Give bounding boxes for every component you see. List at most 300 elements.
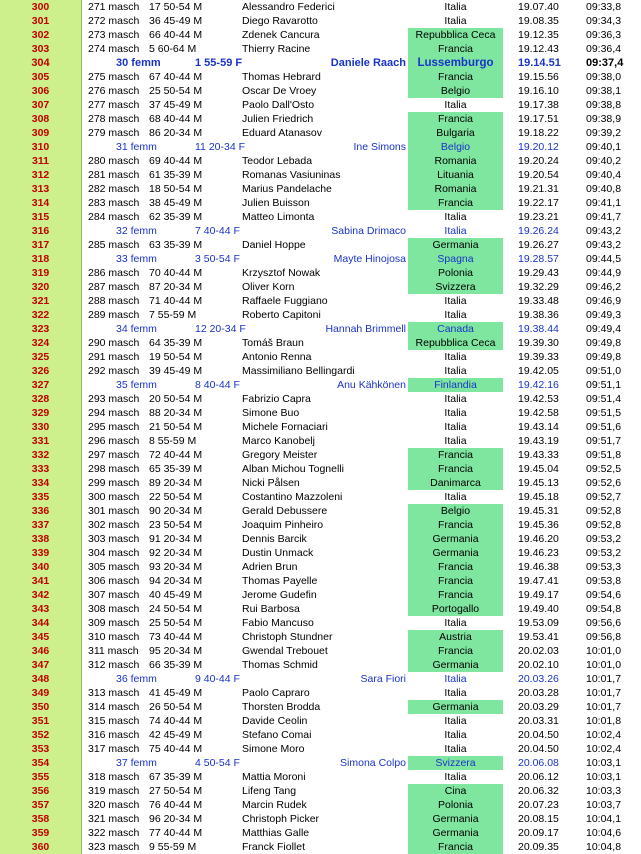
athlete-name-cell: Franck Fiollet xyxy=(242,841,306,853)
athlete-name-cell: Sabina Drimaco xyxy=(331,225,406,237)
category-cell: 22 50-54 M xyxy=(149,491,203,503)
pace-cell: 10:04,8 xyxy=(586,841,622,853)
gender-rank-cell: 293 masch xyxy=(88,393,140,405)
position-cell: 324 xyxy=(0,336,82,350)
position-cell: 321 xyxy=(0,294,82,308)
category-cell: 96 20-34 M xyxy=(149,813,203,825)
pace-cell: 09:38,0 xyxy=(586,71,622,83)
gender-rank-cell: 311 masch xyxy=(88,645,139,657)
nationality-cell: Italia xyxy=(444,673,467,685)
athlete-name-cell: Anu Kähkönen xyxy=(337,379,406,391)
result-row-female xyxy=(0,56,641,70)
result-row xyxy=(0,714,641,728)
pace-cell: 09:40,2 xyxy=(586,155,622,167)
result-row xyxy=(0,182,641,196)
result-row xyxy=(0,28,641,42)
finish-time-cell: 19.20.54 xyxy=(518,169,559,181)
category-cell: 41 45-49 M xyxy=(149,687,203,699)
gender-rank-cell: 318 masch xyxy=(88,771,140,783)
gender-rank-cell: 299 masch xyxy=(88,477,140,489)
category-cell: 11 20-34 F xyxy=(195,141,246,153)
finish-time-cell: 19.45.31 xyxy=(518,505,559,517)
finish-time-cell: 19.45.36 xyxy=(518,519,559,531)
position-cell: 327 xyxy=(0,378,82,392)
pace-cell: 09:36,4 xyxy=(586,43,622,55)
result-row xyxy=(0,266,641,280)
pace-cell: 09:52,5 xyxy=(586,463,622,475)
nationality-cell: Francia xyxy=(408,462,503,476)
category-cell: 4 50-54 F xyxy=(195,757,240,769)
athlete-name-cell: Hannah Brimmell xyxy=(325,323,406,335)
position-cell: 342 xyxy=(0,588,82,602)
finish-time-cell: 19.49.17 xyxy=(518,589,559,601)
gender-rank-cell: 288 masch xyxy=(88,295,140,307)
nationality-cell: Italia xyxy=(444,225,467,237)
pace-cell: 10:03,3 xyxy=(586,785,622,797)
result-row-female xyxy=(0,224,641,238)
gender-rank-cell: 277 masch xyxy=(88,99,140,111)
pace-cell: 09:46,2 xyxy=(586,281,622,293)
gender-rank-cell: 306 masch xyxy=(88,575,140,587)
pace-cell: 09:41,1 xyxy=(586,197,622,209)
result-row-female xyxy=(0,322,641,336)
nationality-cell: Italia xyxy=(444,393,467,405)
position-cell: 307 xyxy=(0,98,82,112)
finish-time-cell: 20.04.50 xyxy=(518,743,559,755)
gender-rank-cell: 276 masch xyxy=(88,85,140,97)
nationality-cell: Belgio xyxy=(408,140,503,154)
result-row xyxy=(0,168,641,182)
gender-rank-cell: 273 masch xyxy=(88,29,140,41)
result-row xyxy=(0,770,641,784)
nationality-cell: Italia xyxy=(444,211,467,223)
pace-cell: 09:39,2 xyxy=(586,127,622,139)
position-cell: 349 xyxy=(0,686,82,700)
finish-time-cell: 20.03.28 xyxy=(518,687,559,699)
position-cell: 326 xyxy=(0,364,82,378)
finish-time-cell: 20.03.31 xyxy=(518,715,559,727)
pace-cell: 09:51,6 xyxy=(586,421,622,433)
gender-rank-cell: 314 masch xyxy=(88,701,140,713)
athlete-name-cell: Thomas Payelle xyxy=(242,575,318,587)
gender-rank-cell: 34 femm xyxy=(116,323,157,335)
result-row xyxy=(0,560,641,574)
position-cell: 344 xyxy=(0,616,82,630)
finish-time-cell: 19.45.18 xyxy=(518,491,559,503)
position-cell: 353 xyxy=(0,742,82,756)
finish-time-cell: 19.20.24 xyxy=(518,155,559,167)
result-row xyxy=(0,686,641,700)
nationality-cell: Belgio xyxy=(408,504,503,518)
category-cell: 8 55-59 M xyxy=(149,435,197,447)
athlete-name-cell: Michele Fornaciari xyxy=(242,421,328,433)
nationality-cell: Lussemburgo xyxy=(408,56,503,70)
athlete-name-cell: Paolo Dall'Osto xyxy=(242,99,315,111)
gender-rank-cell: 285 masch xyxy=(88,239,140,251)
position-cell: 305 xyxy=(0,70,82,84)
result-row-female xyxy=(0,756,641,770)
athlete-name-cell: Matteo Limonta xyxy=(242,211,315,223)
position-cell: 320 xyxy=(0,280,82,294)
result-row xyxy=(0,336,641,350)
category-cell: 68 40-44 M xyxy=(149,113,203,125)
finish-time-cell: 19.47.41 xyxy=(518,575,559,587)
finish-time-cell: 19.26.27 xyxy=(518,239,559,251)
category-cell: 38 45-49 M xyxy=(149,197,203,209)
pace-cell: 09:51,1 xyxy=(586,379,622,391)
gender-rank-cell: 303 masch xyxy=(88,533,140,545)
category-cell: 3 50-54 F xyxy=(195,253,240,265)
finish-time-cell: 20.09.35 xyxy=(518,841,559,853)
athlete-name-cell: Simone Buo xyxy=(242,407,300,419)
nationality-cell: Italia xyxy=(444,715,467,727)
gender-rank-cell: 30 femm xyxy=(116,57,161,69)
pace-cell: 09:49,8 xyxy=(586,351,622,363)
gender-rank-cell: 304 masch xyxy=(88,547,140,559)
athlete-name-cell: Eduard Atanasov xyxy=(242,127,322,139)
finish-time-cell: 19.42.05 xyxy=(518,365,559,377)
athlete-name-cell: Daniele Raach xyxy=(330,57,406,69)
position-cell: 316 xyxy=(0,224,82,238)
gender-rank-cell: 282 masch xyxy=(88,183,140,195)
category-cell: 73 40-44 M xyxy=(149,631,203,643)
nationality-cell: Finlandia xyxy=(408,378,503,392)
athlete-name-cell: Roberto Capitoni xyxy=(242,309,321,321)
athlete-name-cell: Davide Ceolin xyxy=(242,715,308,727)
finish-time-cell: 19.42.16 xyxy=(518,379,559,391)
finish-time-cell: 19.32.29 xyxy=(518,281,559,293)
finish-time-cell: 19.26.24 xyxy=(518,225,559,237)
category-cell: 74 40-44 M xyxy=(149,715,203,727)
category-cell: 17 50-54 M xyxy=(149,1,203,13)
result-row xyxy=(0,644,641,658)
category-cell: 40 45-49 M xyxy=(149,589,203,601)
category-cell: 9 55-59 M xyxy=(149,841,197,853)
athlete-name-cell: Dustin Unmack xyxy=(242,547,314,559)
pace-cell: 09:53,8 xyxy=(586,575,622,587)
gender-rank-cell: 320 masch xyxy=(88,799,140,811)
athlete-name-cell: Thomas Hebrard xyxy=(242,71,321,83)
athlete-name-cell: Oliver Korn xyxy=(242,281,295,293)
athlete-name-cell: Sara Fiori xyxy=(360,673,406,685)
pace-cell: 09:46,9 xyxy=(586,295,622,307)
category-cell: 92 20-34 M xyxy=(149,547,203,559)
result-row xyxy=(0,518,641,532)
result-row xyxy=(0,196,641,210)
position-cell: 360 xyxy=(0,840,82,854)
position-cell: 302 xyxy=(0,28,82,42)
gender-rank-cell: 300 masch xyxy=(88,491,140,503)
finish-time-cell: 20.06.12 xyxy=(518,771,559,783)
category-cell: 9 40-44 F xyxy=(195,673,240,685)
finish-time-cell: 19.43.33 xyxy=(518,449,559,461)
result-row xyxy=(0,294,641,308)
category-cell: 64 35-39 M xyxy=(149,337,203,349)
finish-time-cell: 19.16.10 xyxy=(518,85,559,97)
position-cell: 335 xyxy=(0,490,82,504)
position-cell: 308 xyxy=(0,112,82,126)
pace-cell: 09:33,8 xyxy=(586,1,622,13)
finish-time-cell: 19.38.36 xyxy=(518,309,559,321)
pace-cell: 09:52,8 xyxy=(586,519,622,531)
gender-rank-cell: 289 masch xyxy=(88,309,140,321)
category-cell: 25 50-54 M xyxy=(149,617,203,629)
finish-time-cell: 19.14.51 xyxy=(518,57,561,69)
result-row xyxy=(0,406,641,420)
pace-cell: 10:01,7 xyxy=(586,687,622,699)
position-cell: 318 xyxy=(0,252,82,266)
result-row xyxy=(0,798,641,812)
category-cell: 25 50-54 M xyxy=(149,85,203,97)
result-row xyxy=(0,616,641,630)
athlete-name-cell: Julien Buisson xyxy=(242,197,310,209)
pace-cell: 09:53,2 xyxy=(586,533,622,545)
result-row xyxy=(0,238,641,252)
athlete-name-cell: Jerome Gudefin xyxy=(242,589,317,601)
position-cell: 309 xyxy=(0,126,82,140)
athlete-name-cell: Krzysztof Nowak xyxy=(242,267,321,279)
finish-time-cell: 19.15.56 xyxy=(518,71,559,83)
result-row xyxy=(0,364,641,378)
finish-time-cell: 19.38.44 xyxy=(518,323,559,335)
pace-cell: 09:43,2 xyxy=(586,225,622,237)
athlete-name-cell: Gerald Debussere xyxy=(242,505,328,517)
result-row xyxy=(0,350,641,364)
athlete-name-cell: Joaquim Pinheiro xyxy=(242,519,324,531)
nationality-cell: Francia xyxy=(408,840,503,854)
finish-time-cell: 19.29.43 xyxy=(518,267,559,279)
result-row xyxy=(0,98,641,112)
nationality-cell: Cina xyxy=(408,784,503,798)
category-cell: 23 50-54 M xyxy=(149,519,203,531)
position-cell: 301 xyxy=(0,14,82,28)
pace-cell: 09:38,1 xyxy=(586,85,622,97)
finish-time-cell: 19.53.09 xyxy=(518,617,559,629)
position-cell: 356 xyxy=(0,784,82,798)
nationality-cell: Italia xyxy=(444,435,467,447)
gender-rank-cell: 290 masch xyxy=(88,337,140,349)
category-cell: 1 55-59 F xyxy=(195,57,243,69)
position-cell: 354 xyxy=(0,756,82,770)
pace-cell: 10:01,7 xyxy=(586,673,622,685)
athlete-name-cell: Alessandro Federici xyxy=(242,1,335,13)
finish-time-cell: 20.03.29 xyxy=(518,701,559,713)
gender-rank-cell: 36 femm xyxy=(116,673,157,685)
gender-rank-cell: 287 masch xyxy=(88,281,140,293)
athlete-name-cell: Lifeng Tang xyxy=(242,785,297,797)
category-cell: 18 50-54 M xyxy=(149,183,203,195)
athlete-name-cell: Nicki Pålsen xyxy=(242,477,300,489)
nationality-cell: Germania xyxy=(408,532,503,546)
nationality-cell: Italia xyxy=(444,407,467,419)
finish-time-cell: 20.09.17 xyxy=(518,827,559,839)
category-cell: 37 45-49 M xyxy=(149,99,203,111)
position-cell: 345 xyxy=(0,630,82,644)
result-row xyxy=(0,84,641,98)
gender-rank-cell: 292 masch xyxy=(88,365,140,377)
category-cell: 12 20-34 F xyxy=(195,323,246,335)
gender-rank-cell: 322 masch xyxy=(88,827,140,839)
position-cell: 333 xyxy=(0,462,82,476)
position-cell: 312 xyxy=(0,168,82,182)
position-cell: 314 xyxy=(0,196,82,210)
result-row xyxy=(0,420,641,434)
nationality-cell: Svizzera xyxy=(408,280,503,294)
category-cell: 91 20-34 M xyxy=(149,533,203,545)
nationality-cell: Lituania xyxy=(408,168,503,182)
category-cell: 75 40-44 M xyxy=(149,743,203,755)
finish-time-cell: 20.06.32 xyxy=(518,785,559,797)
finish-time-cell: 20.04.50 xyxy=(518,729,559,741)
result-row xyxy=(0,448,641,462)
gender-rank-cell: 319 masch xyxy=(88,785,140,797)
gender-rank-cell: 307 masch xyxy=(88,589,140,601)
athlete-name-cell: Teodor Lebada xyxy=(242,155,313,167)
pace-cell: 09:37,4 xyxy=(586,57,624,69)
pace-cell: 10:03,7 xyxy=(586,799,622,811)
nationality-cell: Bulgaria xyxy=(408,126,503,140)
finish-time-cell: 19.12.35 xyxy=(518,29,559,41)
nationality-cell: Repubblica Ceca xyxy=(408,28,503,42)
pace-cell: 09:54,6 xyxy=(586,589,622,601)
nationality-cell: Italia xyxy=(444,729,467,741)
gender-rank-cell: 35 femm xyxy=(116,379,157,391)
nationality-cell: Germania xyxy=(408,700,503,714)
nationality-cell: Francia xyxy=(408,70,503,84)
nationality-cell: Italia xyxy=(444,1,467,13)
pace-cell: 10:03,1 xyxy=(586,771,622,783)
category-cell: 42 45-49 M xyxy=(149,729,203,741)
nationality-cell: Francia xyxy=(408,574,503,588)
position-cell: 347 xyxy=(0,658,82,672)
finish-time-cell: 20.02.10 xyxy=(518,659,559,671)
finish-time-cell: 19.33.48 xyxy=(518,295,559,307)
position-cell: 340 xyxy=(0,560,82,574)
athlete-name-cell: Gregory Meister xyxy=(242,449,318,461)
gender-rank-cell: 298 masch xyxy=(88,463,140,475)
result-row xyxy=(0,476,641,490)
nationality-cell: Italia xyxy=(444,309,467,321)
gender-rank-cell: 284 masch xyxy=(88,211,140,223)
position-cell: 303 xyxy=(0,42,82,56)
pace-cell: 09:49,4 xyxy=(586,323,622,335)
nationality-cell: Spagna xyxy=(408,252,503,266)
finish-time-cell: 19.22.17 xyxy=(518,197,559,209)
position-cell: 331 xyxy=(0,434,82,448)
athlete-name-cell: Thierry Racine xyxy=(242,43,311,55)
position-cell: 359 xyxy=(0,826,82,840)
gender-rank-cell: 315 masch xyxy=(88,715,140,727)
nationality-cell: Danimarca xyxy=(408,476,503,490)
category-cell: 27 50-54 M xyxy=(149,785,203,797)
category-cell: 94 20-34 M xyxy=(149,575,203,587)
result-row-female xyxy=(0,140,641,154)
finish-time-cell: 19.45.04 xyxy=(518,463,559,475)
category-cell: 63 35-39 M xyxy=(149,239,203,251)
finish-time-cell: 19.46.20 xyxy=(518,533,559,545)
category-cell: 72 40-44 M xyxy=(149,449,203,461)
result-row xyxy=(0,784,641,798)
category-cell: 69 40-44 M xyxy=(149,155,203,167)
gender-rank-cell: 37 femm xyxy=(116,757,157,769)
category-cell: 90 20-34 M xyxy=(149,505,203,517)
gender-rank-cell: 310 masch xyxy=(88,631,140,643)
position-cell: 358 xyxy=(0,812,82,826)
pace-cell: 09:49,3 xyxy=(586,309,622,321)
nationality-cell: Francia xyxy=(408,112,503,126)
gender-rank-cell: 275 masch xyxy=(88,71,140,83)
nationality-cell: Svizzera xyxy=(408,756,503,770)
pace-cell: 09:56,6 xyxy=(586,617,622,629)
gender-rank-cell: 31 femm xyxy=(116,141,157,153)
result-row xyxy=(0,308,641,322)
gender-rank-cell: 312 masch xyxy=(88,659,140,671)
result-row xyxy=(0,14,641,28)
finish-time-cell: 19.43.19 xyxy=(518,435,559,447)
nationality-cell: Italia xyxy=(444,771,467,783)
athlete-name-cell: Stefano Comai xyxy=(242,729,312,741)
athlete-name-cell: Marco Kanobelj xyxy=(242,435,315,447)
nationality-cell: Italia xyxy=(444,743,467,755)
finish-time-cell: 19.21.31 xyxy=(518,183,559,195)
gender-rank-cell: 297 masch xyxy=(88,449,140,461)
category-cell: 86 20-34 M xyxy=(149,127,203,139)
category-cell: 66 35-39 M xyxy=(149,659,203,671)
position-cell: 330 xyxy=(0,420,82,434)
nationality-cell: Italia xyxy=(444,15,467,27)
athlete-name-cell: Simona Colpo xyxy=(340,757,406,769)
finish-time-cell: 19.53.41 xyxy=(518,631,559,643)
nationality-cell: Germania xyxy=(408,658,503,672)
athlete-name-cell: Christoph Stundner xyxy=(242,631,333,643)
finish-time-cell: 19.17.51 xyxy=(518,113,559,125)
position-cell: 350 xyxy=(0,700,82,714)
gender-rank-cell: 301 masch xyxy=(88,505,140,517)
pace-cell: 09:36,3 xyxy=(586,29,622,41)
athlete-name-cell: Raffaele Fuggiano xyxy=(242,295,328,307)
result-row xyxy=(0,630,641,644)
pace-cell: 09:43,2 xyxy=(586,239,622,251)
category-cell: 19 50-54 M xyxy=(149,351,203,363)
result-row xyxy=(0,504,641,518)
finish-time-cell: 19.28.57 xyxy=(518,253,559,265)
nationality-cell: Italia xyxy=(444,687,467,699)
nationality-cell: Italia xyxy=(444,421,467,433)
nationality-cell: Francia xyxy=(408,196,503,210)
category-cell: 8 40-44 F xyxy=(195,379,240,391)
position-cell: 339 xyxy=(0,546,82,560)
pace-cell: 09:40,8 xyxy=(586,183,622,195)
pace-cell: 10:01,0 xyxy=(586,645,622,657)
athlete-name-cell: Marius Pandelache xyxy=(242,183,332,195)
athlete-name-cell: Mayte Hinojosa xyxy=(333,253,406,265)
pace-cell: 09:51,7 xyxy=(586,435,622,447)
finish-time-cell: 20.08.15 xyxy=(518,813,559,825)
gender-rank-cell: 278 masch xyxy=(88,113,140,125)
nationality-cell: Italia xyxy=(444,351,467,363)
result-row xyxy=(0,826,641,840)
gender-rank-cell: 281 masch xyxy=(88,169,140,181)
result-row xyxy=(0,728,641,742)
category-cell: 7 40-44 F xyxy=(195,225,240,237)
position-cell: 319 xyxy=(0,266,82,280)
position-cell: 346 xyxy=(0,644,82,658)
pace-cell: 10:01,0 xyxy=(586,659,622,671)
pace-cell: 09:49,8 xyxy=(586,337,622,349)
athlete-name-cell: Paolo Capraro xyxy=(242,687,310,699)
result-row-female xyxy=(0,252,641,266)
athlete-name-cell: Fabio Mancuso xyxy=(242,617,314,629)
